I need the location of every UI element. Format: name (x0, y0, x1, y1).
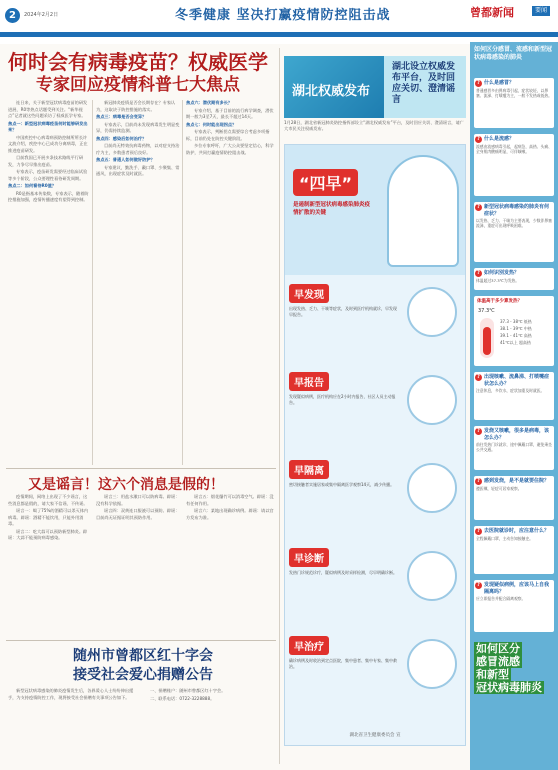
poster-section (289, 283, 463, 318)
donation-col-1 (8, 688, 136, 764)
faq-answer: 普通感冒多由鼻病毒引起，症状较轻，以鼻塞、流涕、打喷嚏为主，一般不发热或低热。 (476, 87, 552, 98)
donation-col-2 (142, 688, 274, 764)
issue-date: 2024年2月2日 (24, 12, 59, 18)
section-text: 发热门诊规范诊疗，疑似病例及时采样检测，尽早明确诊断。 (289, 570, 397, 575)
microscope-icon (407, 551, 457, 601)
section-text: 发现疑似病例，医疗机构应在2小时内报告，社区人员主动报告。 (289, 394, 396, 405)
main-col-3 (186, 100, 274, 465)
footer-line: 如何区分 (476, 642, 520, 655)
paragraph: 谣言五：烟花爆竹可以消毒空气。辟谣：没有任何作用。 (186, 494, 274, 506)
main-col-1 (8, 100, 90, 465)
faq-answer: 流感由流感病毒引起，起病急，高热、头痛、全身肌肉酸痛明显，可伴咳嗽。 (476, 143, 552, 154)
temperature-row: 39.1 - 41℃ 高热 (500, 333, 532, 338)
faq-question: ? 发现疑似病例，应该马上自我隔离吗？ (474, 580, 554, 596)
faq-answer: 应立即报告并配合隔离观察。 (476, 596, 526, 601)
faq-item (474, 526, 554, 574)
banner-subtitle: 湖北设立权威发布平台，及时回应关切、澄清谣言 (392, 62, 456, 105)
section-tag: 早发现 (289, 284, 329, 303)
section-divider (6, 640, 276, 641)
paragraph: 一、捐赠账户：随州市曾都区红十字会。 (150, 688, 226, 693)
paragraph: 谣言一：喝了75%的酒精可以杀灭体内病毒。辟谣：酒精不能饮用，只能外用消毒。 (8, 508, 89, 526)
main-col-2 (96, 100, 180, 465)
faq-item (474, 202, 554, 262)
faq-answer: 注意休息，多饮水，症状加重及时就医。 (476, 388, 545, 393)
section-tag: 要闻 (532, 6, 550, 16)
paragraph: 谣言四：双黄连口服液可以预防。辟谣：目前尚无证据证明其预防作用。 (96, 508, 180, 520)
subheading: 焦点三：病毒是否会变异？ (96, 114, 147, 119)
poster-top (285, 145, 465, 275)
header-slogan: 冬季健康 坚决打赢疫情防控阻击战 (175, 8, 391, 23)
doctor-illustration-icon (387, 155, 459, 267)
subheading: 焦点五：普通人如何做好防护？ (96, 157, 155, 162)
sidebar-faq (470, 42, 558, 770)
page-header (0, 0, 558, 44)
subheading: 焦点一：新型冠状病毒疫苗何时能够研发出来？ (8, 120, 88, 132)
section-text: 确诊病例及时收治到定点医院，集中患者、集中专家、集中救治。 (289, 658, 397, 669)
paragraph: 专家表示，疫苗研发需要经过临床试验等多个阶段，公众要理性看待研发周期。 (8, 169, 88, 181)
footer-line: 感冒流感 (476, 655, 520, 668)
paragraph: 专家建议，勤洗手、戴口罩、少聚集、常通风，出现症状及时就医。 (96, 164, 180, 176)
poster-badge: “四早” (293, 169, 358, 196)
paragraph: 谣言三：用盐水漱口可以防病毒。辟谣：没有科学依据。 (96, 494, 180, 506)
faq-question: ? 去医院就诊时，应注意什么？ (474, 526, 554, 536)
headline-line-1: 何时会有病毒疫苗？权威医学 (8, 50, 268, 74)
faq-question: ? 什么是感冒？ (474, 78, 554, 88)
paragraph: 谣言六：某地出现确诊病例。辟谣：请以官方发布为准。 (186, 508, 274, 520)
page-divider (279, 48, 280, 764)
paragraph: 多位专家呼吁，广大公众要坚定信心，科学防护，共同打赢疫情防控阻击战。 (186, 143, 274, 155)
section-text: 密切接触者实施居家或集中隔离医学观察14天，减少传播。 (289, 482, 395, 487)
column-divider (92, 100, 93, 465)
faq-item (474, 426, 554, 470)
temperature-row: 38.1 - 39℃ 中热 (500, 326, 532, 331)
footer-line: 和新型 (476, 668, 509, 681)
paragraph: 新型冠状病毒感染的肺炎疫情发生后，各界爱心人士纷纷伸出援手，为支持疫情防控工作，现将接受社会捐赠有关事项公告如下。 (8, 688, 134, 700)
section-tag: 早隔离 (289, 460, 329, 479)
four-early-poster (284, 144, 466, 746)
faq-question: ? 新型冠状病毒感染的肺炎有何症状？ (474, 202, 554, 218)
rumor-col-3 (186, 494, 274, 634)
section-tag: 早治疗 (289, 636, 329, 655)
section-text: 出现发热、乏力、干咳等症状，及时到医疗机构就诊，早发现早报告。 (289, 306, 397, 317)
temperature-row: 41℃以上 超高热 (500, 340, 531, 345)
subheading: 焦点七：何时能出现拐点？ (186, 121, 237, 127)
poster-section (289, 371, 463, 406)
faq-question: ? 出现咳嗽、流鼻涕、打喷嚏症状怎么办？ (474, 372, 554, 388)
poster-section (289, 547, 463, 576)
faq-answer: 体温超过37.3℃为发热。 (476, 277, 520, 283)
temperature-levels (500, 318, 532, 346)
paragraph: 专家介绍，基于目前的流行病学调查，潜伏期一般为3至7天，最长不超过14天。 (186, 107, 274, 119)
faq-item (474, 78, 554, 128)
rumor-headline: 又是谣言！这六个消息是假的！ (28, 477, 224, 493)
medicine-icon (407, 639, 457, 689)
headline-line-2: 专家回应疫情科普七大焦点 (36, 75, 240, 95)
faq-item (474, 580, 554, 632)
paragraph: R0是指基本传染数，专家表示，随着防控措施加强，疫情传播速度有望得到控制。 (8, 190, 89, 202)
thermometer-icon (480, 318, 494, 358)
faq-question: ? 如何识别发热？ (474, 268, 554, 278)
paragraph: 目前我国已开展多条技术路线平行研发，力争尽早推出疫苗。 (8, 155, 84, 167)
paragraph: 中国疾控中心病毒病预防控制所所长许文波介绍，疾控中心已成功分离病毒，正在推进疫苗研发。 (8, 134, 88, 153)
paragraph: 专家表示，目前尚未发现病毒发生明显变异，仍需持续监测。 (96, 121, 180, 133)
authority-banner (284, 56, 466, 118)
paragraph: 新冠肺炎疫情是否会长期存在？专家认为，这取决于防控措施的落实。 (96, 100, 176, 112)
section-tag: 早报告 (289, 372, 329, 391)
column-divider (182, 100, 183, 465)
sidebar-header: 如何区分感冒、流感和新型冠状病毒感染的肺炎 (474, 46, 553, 61)
paragraph: 连日来，关于新型冠状病毒疫苗的研发进展、R0等热点话题受到关注。“新华视点”记者就这些问题采访了权威医学专家。 (8, 100, 88, 118)
poster-section (289, 635, 463, 670)
faq-answer: 前往发热门诊就诊，途中佩戴口罩，避免乘坐公共交通。 (476, 442, 552, 453)
section-divider (6, 468, 276, 469)
faq-answer: 遵医嘱，轻症可居家观察。 (476, 485, 522, 491)
page-number: 2 (5, 8, 20, 23)
phone-icon (407, 375, 457, 425)
faq-item (474, 268, 554, 290)
paragraph: 疫情期间，网络上出现了不少谣言，这些消息都是假的，请大家不信谣、不传谣。 (8, 494, 88, 506)
paragraph: 谣言二：吃大蒜可以预防新型肺炎。辟谣：大蒜不能预防病毒感染。 (8, 528, 88, 540)
subheading: 焦点四：感染后如何治疗？ (96, 135, 147, 141)
house-icon (407, 463, 457, 513)
faq-question: ? 发烧又咳嗽，很多是病毒，该怎么办？ (474, 426, 554, 442)
faq-answer: 全程佩戴口罩，主动告知接触史。 (476, 535, 533, 541)
footer-line: 冠状病毒肺炎 (476, 681, 542, 694)
section-tag: 早诊断 (289, 548, 329, 567)
poster-subline: 是遏制新型冠状病毒感染肺炎疫情扩散的关键 (293, 202, 371, 216)
faq-item (474, 476, 554, 520)
sidebar-footer (474, 642, 554, 694)
temperature-chart (474, 296, 554, 366)
rumor-col-1 (8, 494, 90, 634)
donation-headline-1: 随州市曾都区红十字会 (73, 648, 213, 664)
paragraph: 二、联系电话：0722-3228888。 (150, 695, 215, 701)
newspaper-brand: 曾都新闻 (470, 6, 514, 19)
temperature-title: 体温高于多少算发热？ (477, 299, 522, 304)
poster-footer: 湖北省卫生健康委员会 宣 (349, 733, 401, 738)
faq-answer: 以发热、乏力、干咳为主要表现，少数伴鼻塞流涕，重症可出现呼吸困难。 (476, 218, 552, 229)
poster-section (289, 459, 463, 488)
main-headline (6, 50, 270, 96)
faq-item (474, 134, 554, 196)
subheading: 焦点六：潜伏期有多长？ (186, 100, 233, 105)
donation-headline-2: 接受社会爱心捐赠公告 (73, 667, 213, 683)
temperature-row: 37.3 - 38℃ 低热 (500, 319, 532, 324)
banner-caption: 1月28日，湖北省新冠肺炎防控指挥部设立“湖北权威发布”平台，及时回应关切、澄清谣言，请广大市民关注权威发布。 (284, 120, 464, 131)
rumor-col-2 (96, 494, 180, 634)
temperature-threshold: 37.3℃ (478, 308, 495, 314)
faq-question: ? 感到发烧，是不是就要住院？ (474, 476, 554, 486)
faq-item (474, 372, 554, 420)
header-band (0, 32, 558, 37)
banner-title: 湖北权威发布 (292, 84, 371, 99)
paragraph: 专家表示，判断拐点需要综合考虑多项指标，目前仍处在防控关键阶段。 (186, 129, 270, 141)
thermometer-icon (407, 287, 457, 337)
subheading: 焦点二：如何看待R0值？ (8, 183, 57, 188)
faq-question: ? 什么是流感？ (474, 134, 554, 144)
paragraph: 目前尚无特效抗病毒药物，以对症支持治疗为主，多数患者预后良好。 (96, 143, 180, 155)
